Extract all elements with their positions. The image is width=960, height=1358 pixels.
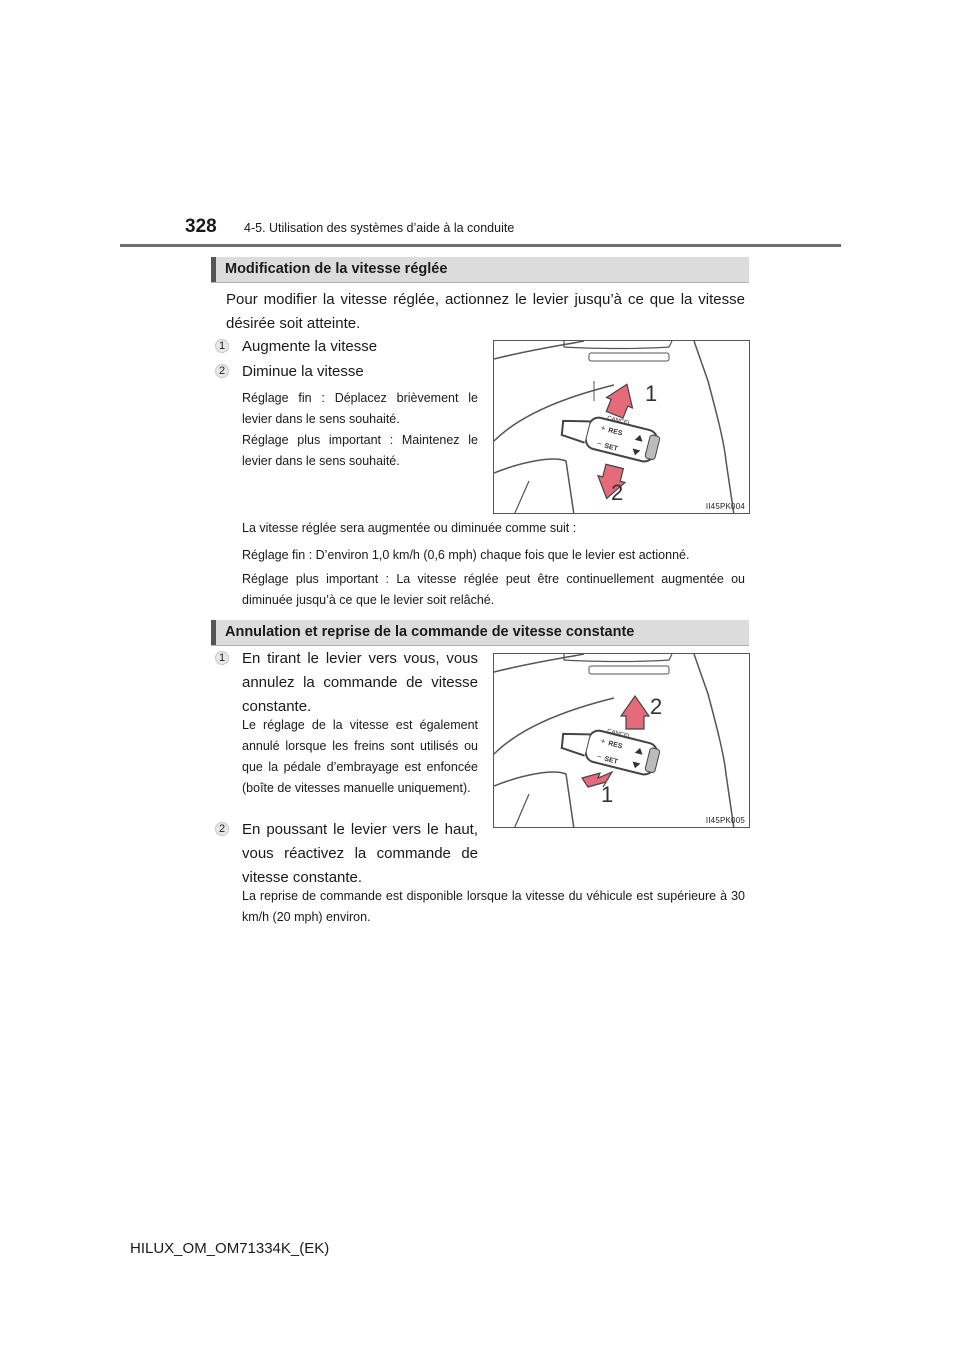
callout-number-2: 2 xyxy=(215,364,229,378)
figure-lever-cancel-resume xyxy=(493,653,750,828)
arrow-up-icon xyxy=(602,379,640,420)
figure-code: II45PK004 xyxy=(705,502,745,511)
arrow-up-icon xyxy=(621,696,649,729)
fine-adjust-detail: Réglage fin : D’environ 1,0 km/h (0,6 mph) chaque fois que le levier est actionné. xyxy=(242,548,690,562)
section-marker xyxy=(211,620,216,645)
lever-label-set: SET xyxy=(603,442,619,453)
document-id: HILUX_OM_OM71334K_(EK) xyxy=(130,1240,330,1257)
section-title: Annulation et reprise de la commande de vitesse constante xyxy=(225,624,635,640)
section-heading-cancel-resume xyxy=(211,620,749,646)
item-resume-cruise: En poussant le levier vers le haut, vous réactivez la commande de vitesse constante. xyxy=(242,821,478,886)
lever-label-cancel: CANCEL xyxy=(606,415,632,428)
item-decrease-speed: Diminue la vitesse xyxy=(242,363,364,380)
section-title: Modification de la vitesse réglée xyxy=(225,261,448,277)
lever-label-set: SET xyxy=(603,755,619,766)
lever-illustration xyxy=(494,654,750,828)
callout-2: 2 xyxy=(650,694,663,719)
callout-number-1: 1 xyxy=(215,339,229,353)
lever-label-cancel: CANCEL xyxy=(606,728,632,741)
callout-number-1: 1 xyxy=(215,651,229,665)
note-resume-conditions: La reprise de commande est disponible lorsque la vitesse du véhicule est supérieure à 30 km/h (20 mph) environ. xyxy=(242,889,745,924)
callout-2: 2 xyxy=(611,480,624,505)
section1-intro: Pour modifier la vitesse réglée, actionnez le levier jusqu’à ce que la vitesse désirée soit atteinte. xyxy=(226,291,745,332)
callout-number-2: 2 xyxy=(215,822,229,836)
lever-label-res: RES xyxy=(607,427,624,438)
figure-lever-speed-adjust xyxy=(493,340,750,514)
page-number: 328 xyxy=(185,216,217,237)
figure-code: II45PK005 xyxy=(705,816,745,825)
callout-1: 1 xyxy=(601,782,614,807)
note-cancel-conditions: Le réglage de la vitesse est également annulé lorsque les freins sont utilisés ou que la pédale d’embrayage est enfoncée (boîte de vitesses manuelle uniquement). xyxy=(242,718,478,795)
speed-change-intro: La vitesse réglée sera augmentée ou diminuée comme suit : xyxy=(242,521,577,535)
note-large-adjust: Réglage plus important : Maintenez le levier dans le sens souhaité. xyxy=(242,433,478,468)
note-fine-adjust: Réglage fin : Déplacez brièvement le levier dans le sens souhaité. xyxy=(242,391,478,426)
section-heading-modification xyxy=(211,257,749,283)
chapter-title: 4-5. Utilisation des systèmes d’aide à la conduite xyxy=(244,221,515,235)
lever-label-plus: + xyxy=(599,736,607,747)
item-increase-speed: Augmente la vitesse xyxy=(242,338,378,355)
lever-label-minus: − xyxy=(595,751,603,762)
header-divider xyxy=(120,244,841,247)
lever-label-res: RES xyxy=(607,740,624,751)
lever-label-plus: + xyxy=(599,423,607,434)
lever-illustration xyxy=(494,341,750,514)
item-cancel-cruise: En tirant le levier vers vous, vous annulez la commande de vitesse constante. xyxy=(242,650,478,715)
callout-1: 1 xyxy=(645,381,658,406)
section-marker xyxy=(211,257,216,282)
lever-label-minus: − xyxy=(595,438,603,449)
large-adjust-detail: Réglage plus important : La vitesse réglée peut être continuellement augmentée ou diminuée jusqu’à ce que le levier soit relâché. xyxy=(242,572,745,607)
